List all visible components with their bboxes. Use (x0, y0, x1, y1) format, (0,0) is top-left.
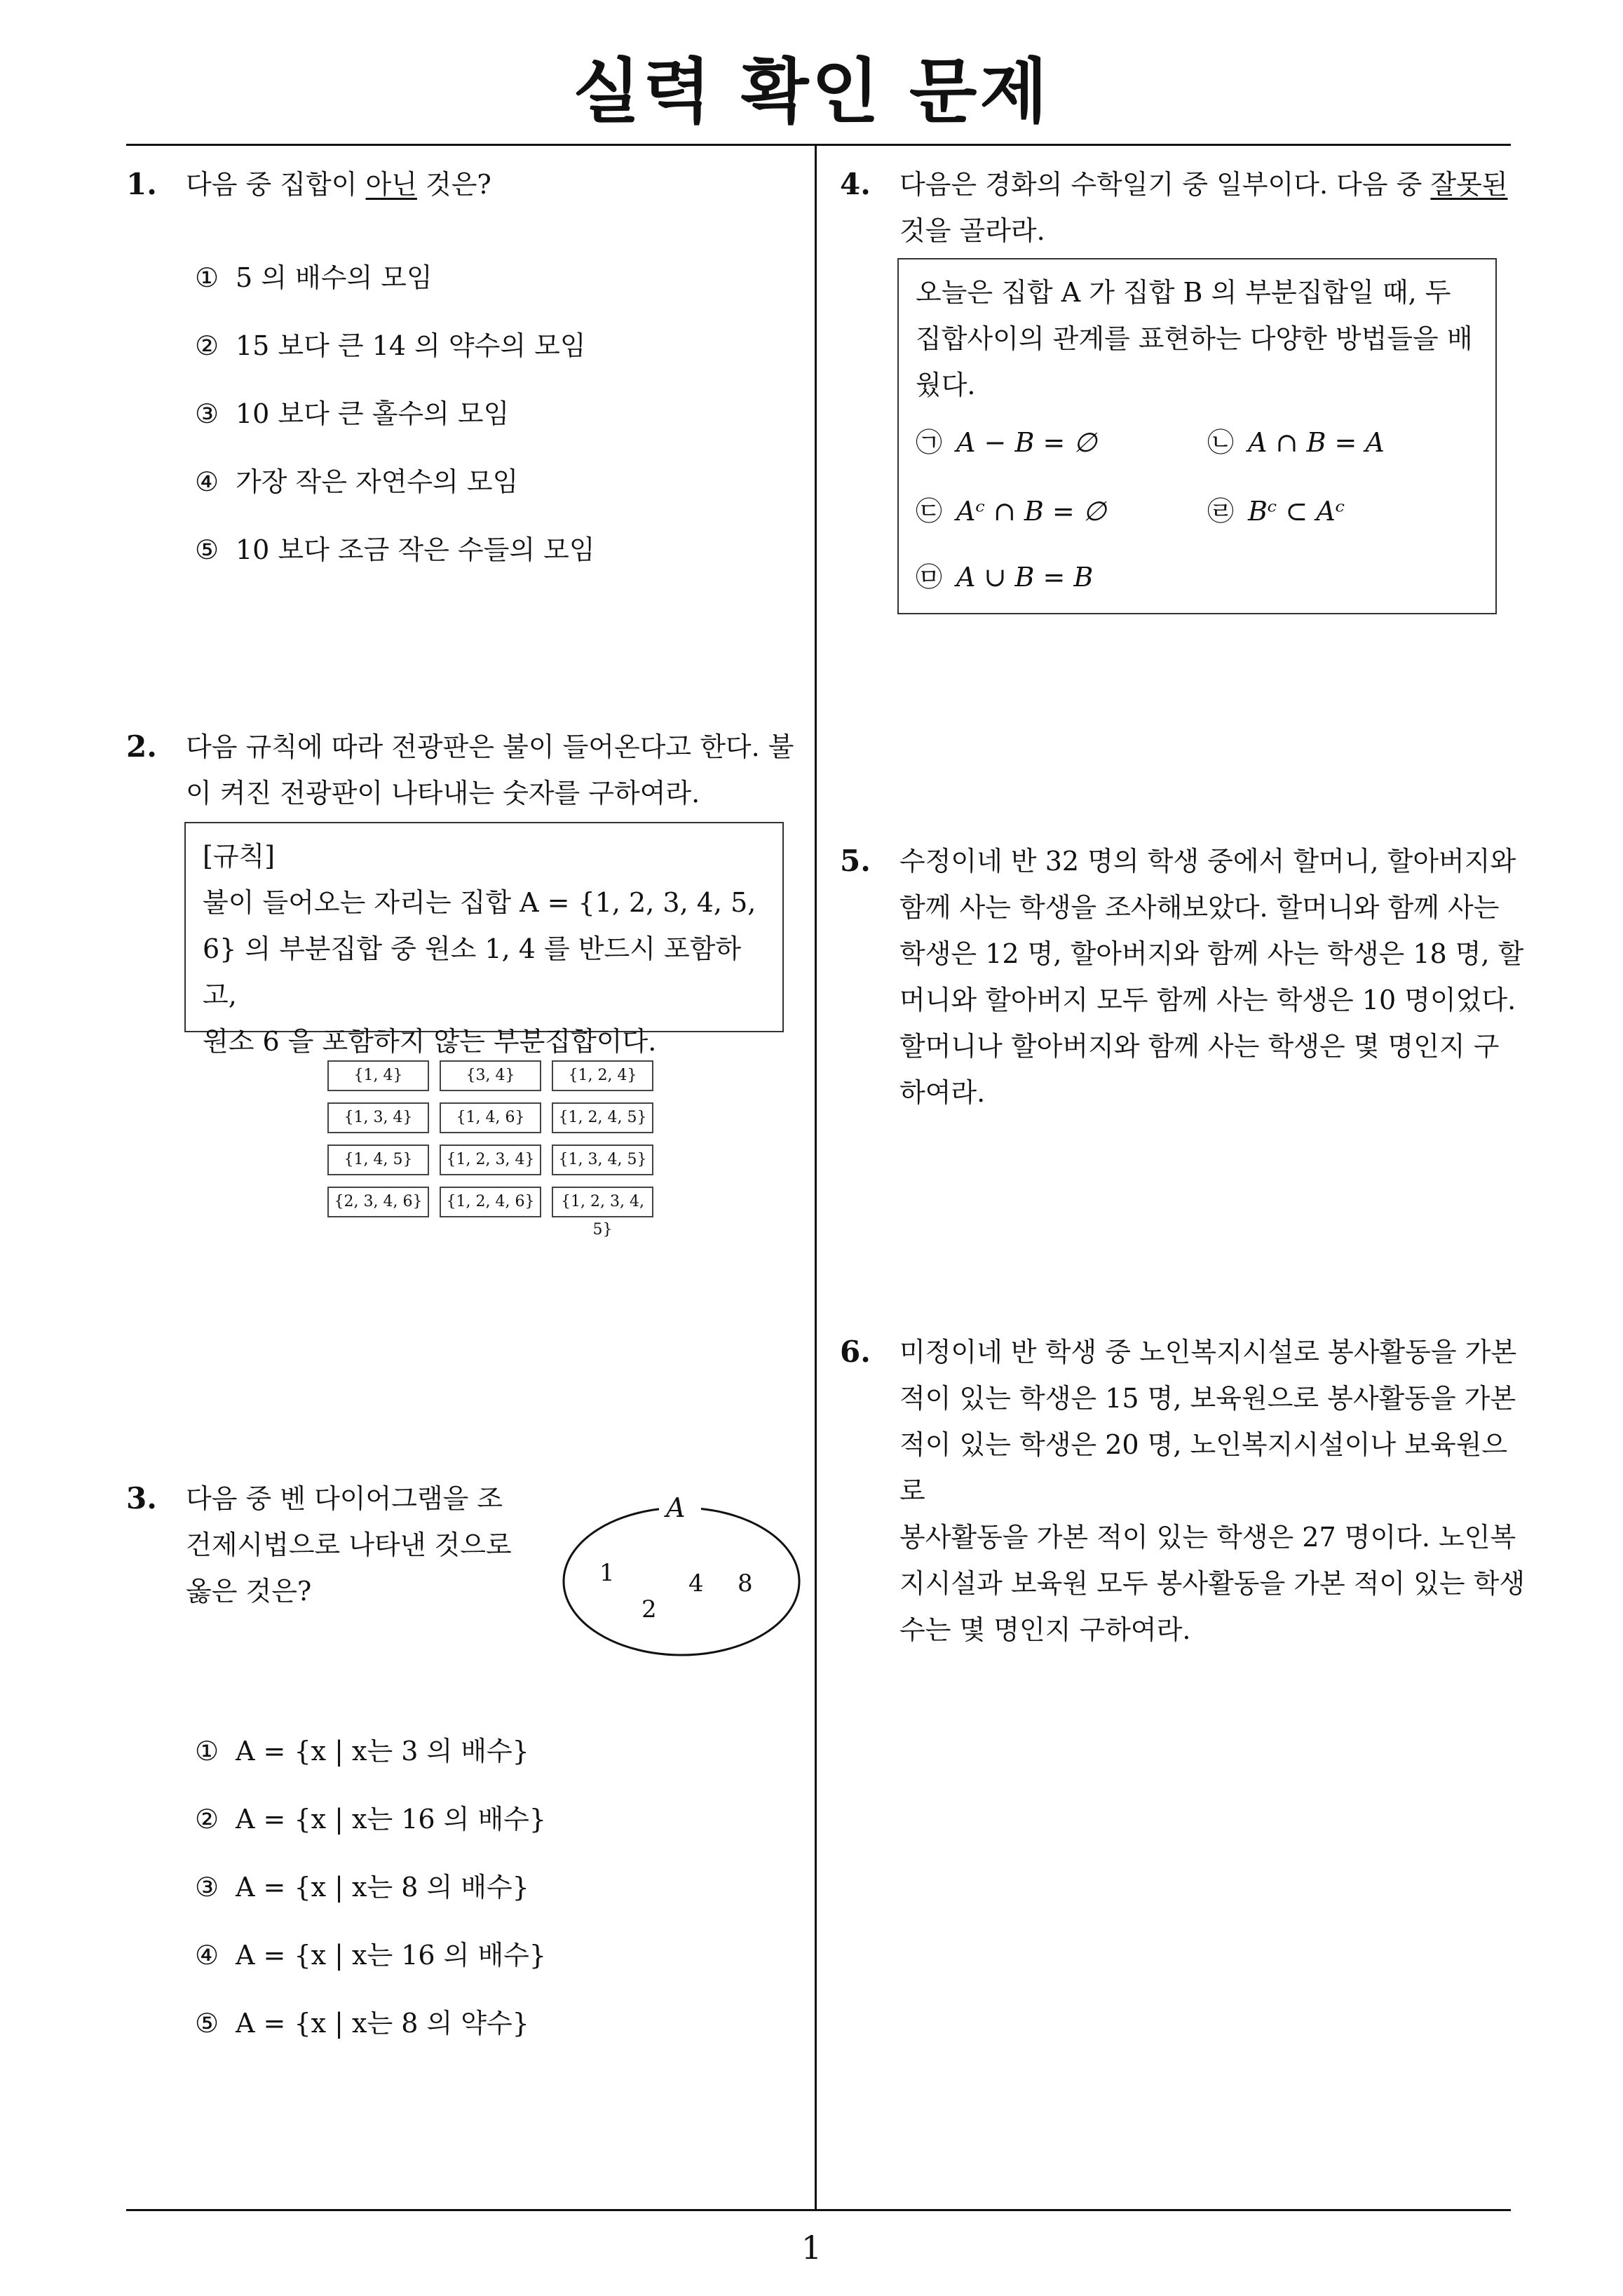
option-3[interactable]: ③ A = {x | x는 8 의 배수} (195, 1872, 529, 1903)
board-cell: {3, 4} (440, 1060, 541, 1091)
statement-5: ㉤ A ∪ B = B (916, 562, 1094, 593)
question-4 (840, 161, 1527, 259)
venn-element: 4 (688, 1569, 704, 1598)
option-3[interactable]: ③ 10 보다 큰 홀수의 모임 (195, 398, 510, 429)
question-text: 다음 중 벤 다이어그램을 조 건제시법으로 나타낸 것으로 옳은 것은? (186, 1483, 512, 1607)
question-6 (840, 1329, 1527, 1645)
top-rule (126, 144, 1511, 146)
underlined-keyword: 아닌 (365, 169, 417, 200)
board-cell: {2, 3, 4, 6} (327, 1187, 429, 1217)
question-text: 미정이네 반 학생 중 노인복지시설로 봉사활동을 가본 적이 있는 학생은 15 명, 보육원으로 봉사활동을 가본 적이 있는 학생은 20 명, 노인복지시설이나 보육원으로 봉사활동을 가본 적이 있는 학생은 27 명이다. 노인복 지시설과 보육원 모두 봉사활동을 가본 적이 있는 학생 수는 몇 명인지 구하여라. (899, 1337, 1526, 1645)
option-4[interactable]: ④ 가장 작은 자연수의 모임 (195, 466, 519, 497)
option-5[interactable]: ⑤ 10 보다 조금 작은 수들의 모임 (195, 534, 595, 565)
board-cell: {1, 3, 4, 5} (552, 1144, 653, 1175)
underlined-keyword: 잘못된 (1430, 169, 1508, 200)
page-title: 실력 확인 문제 (572, 50, 1051, 133)
question-3 (126, 1475, 533, 1623)
board-cell: {1, 2, 4, 5} (552, 1102, 653, 1133)
question-number: 4. (840, 167, 871, 201)
option-2[interactable]: ② 15 보다 큰 14 의 약수의 모임 (195, 330, 586, 361)
option-4[interactable]: ④ A = {x | x는 16 의 배수} (195, 1940, 547, 1971)
page-number: 1 (801, 2229, 822, 2267)
question-number: 5. (840, 844, 871, 878)
board-cell: {1, 2, 3, 4, 5} (552, 1187, 653, 1217)
question-number: 1. (126, 167, 157, 201)
question-text: 다음 규칙에 따라 전광판은 불이 들어온다고 한다. 불 이 켜진 전광판이 나타내는 숫자를 구하여라. (186, 731, 794, 809)
board-cell: {1, 2, 4, 6} (440, 1187, 541, 1217)
option-1[interactable]: ① A = {x | x는 3 의 배수} (195, 1736, 529, 1767)
question-text: 다음은 경화의 수학일기 중 일부이다. 다음 중 잘못된 것을 골라라. (899, 169, 1508, 246)
board-cell: {1, 3, 4} (327, 1102, 429, 1133)
statement-3: ㉢ Aᶜ ∩ B = ∅ (916, 496, 1106, 527)
option-2[interactable]: ② A = {x | x는 16 의 배수} (195, 1804, 547, 1835)
venn-set-label: A (666, 1492, 686, 1523)
question-5 (840, 838, 1527, 1119)
venn-diagram (561, 1494, 803, 1659)
board-cell: {1, 2, 4} (552, 1060, 653, 1091)
question-text: 다음 중 집합이 아닌 것은? (186, 169, 491, 200)
question-text: 수정이네 반 32 명의 학생 중에서 할머니, 할아버지와 함께 사는 학생을 조사해보았다. 할머니와 함께 사는 학생은 12 명, 할아버지와 함께 사는 학생은 18 명, 할 머니와 할아버지 모두 함께 사는 학생은 10 명이었다. 할머니나 할아버지와 함께 사는 학생은 몇 명인지 구 하여라. (899, 846, 1524, 1108)
question-number: 2. (126, 729, 157, 764)
board-cell: {1, 4, 5} (327, 1144, 429, 1175)
board-cell: {1, 4, 6} (440, 1102, 541, 1133)
option-1[interactable]: ① 5 의 배수의 모임 (195, 262, 433, 293)
option-5[interactable]: ⑤ A = {x | x는 8 의 약수} (195, 2008, 529, 2039)
statement-4: ㉣ Bᶜ ⊂ Aᶜ (1207, 496, 1345, 527)
venn-element: 8 (738, 1569, 753, 1598)
diary-box: 오늘은 집합 A 가 집합 B 의 부분집합일 때, 두 집합사이의 관계를 표현하는 다양한 방법들을 배 웠다. ㉠ A − B = ∅ ㉡ A ∩ B = A ㉢ Aᶜ ∩ B = ∅ ㉣ Bᶜ ⊂ Aᶜ ㉤ A ∪ B = B (897, 258, 1497, 614)
statement-2: ㉡ A ∩ B = A (1207, 427, 1385, 458)
board-cell: {1, 2, 3, 4} (440, 1144, 541, 1175)
venn-element: 2 (641, 1595, 657, 1623)
board-cell: {1, 4} (327, 1060, 429, 1091)
question-2 (126, 724, 813, 822)
question-number: 6. (840, 1335, 871, 1369)
question-number: 3. (126, 1481, 157, 1515)
rule-box: [규칙] 불이 들어오는 자리는 집합 A = {1, 2, 3, 4, 5, 6} 의 부분집합 중 원소 1, 4 를 반드시 포함하고, 원소 6 을 포함하지 않는 부분집합이다. (184, 822, 784, 1032)
bottom-rule (126, 2209, 1511, 2211)
venn-element: 1 (599, 1559, 615, 1587)
statement-1: ㉠ A − B = ∅ (916, 427, 1097, 458)
column-divider (815, 144, 817, 2211)
